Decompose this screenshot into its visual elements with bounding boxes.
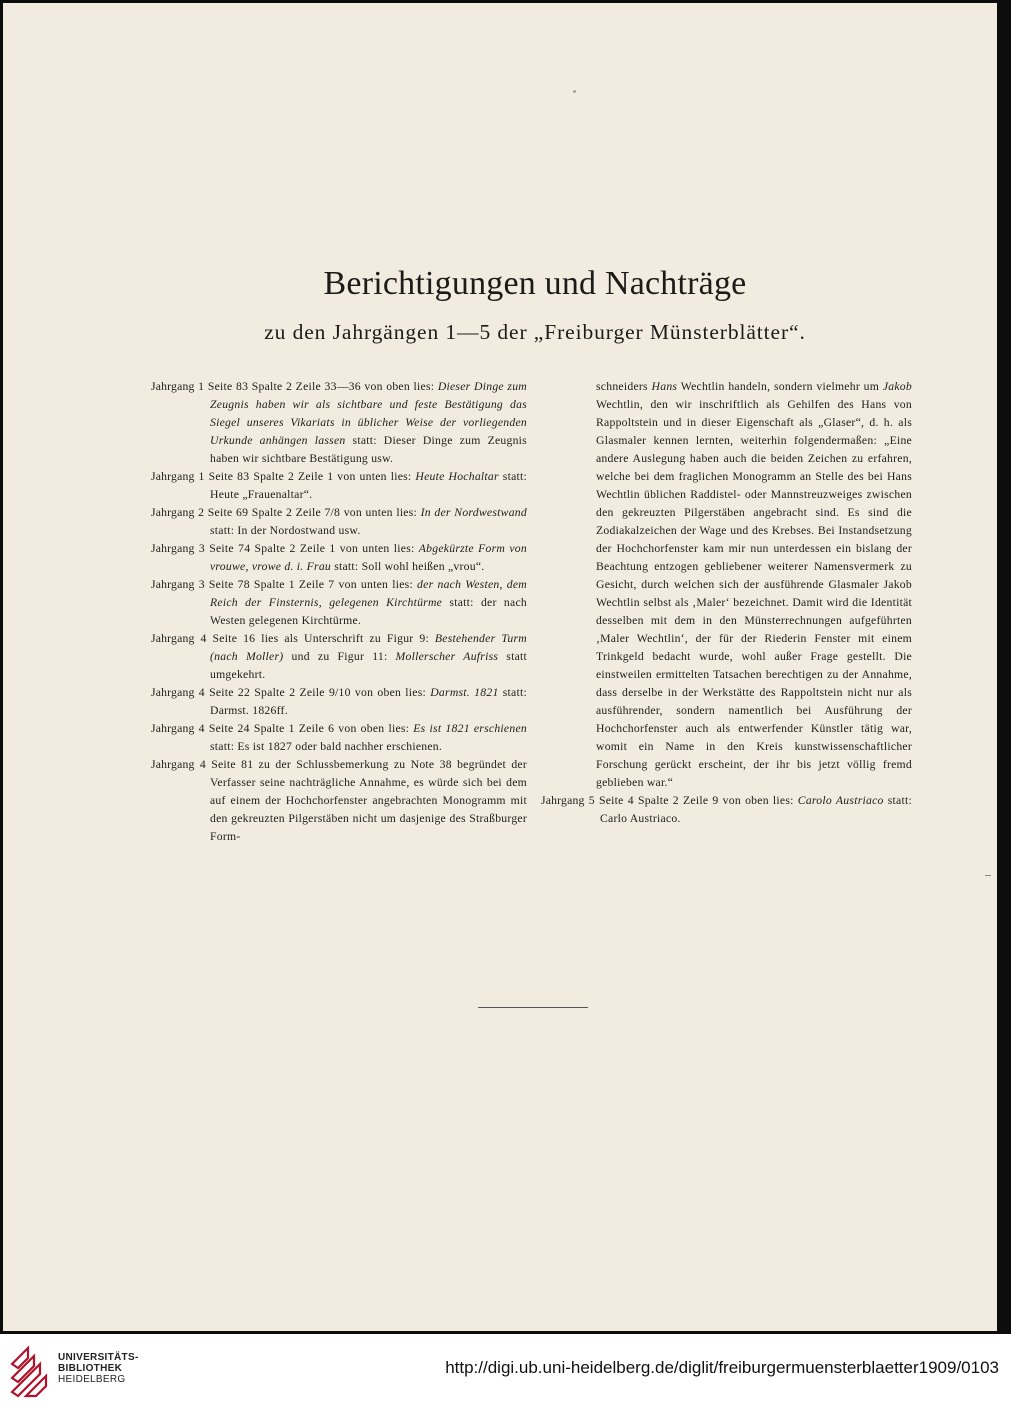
correction-entry: [541, 792, 912, 828]
entry-label: Jahrgang: [151, 542, 195, 555]
correction-entry: [151, 576, 527, 630]
correction-entry: [151, 504, 527, 540]
correction-entry: [151, 378, 527, 468]
entry-text: 4 Seite 22 Spalte 2 Zeile 9/10 von oben lies: Darmst. 1821 statt: Darmst. 1826ff.: [194, 686, 527, 717]
library-name: [58, 1352, 139, 1385]
entry-text: 1 Seite 83 Spalte 2 Zeile 33—36 von oben lies: Dieser Dinge zum Zeugnis haben wir als sichtbare und feste Bestätigung das Siegel unseres Vikariats in üblicher Weise der vorliegenden Urkunde anhängen lassen statt: Dieser Dinge zum Zeugnis haben wir sichtbare Bestätigung usw.: [194, 380, 527, 465]
entry-label: Jahrgang: [151, 758, 195, 771]
permalink-url[interactable]: http://digi.ub.uni-heidelberg.de/diglit/freiburgermuensterblaetter1909/0103: [445, 1358, 999, 1377]
page-subtitle: zu den Jahrgängen 1—5 der „Freiburger Münsterblätter“.: [264, 320, 806, 344]
paper-mark: [985, 875, 991, 876]
library-name-line2: BIBLIOTHEK: [58, 1363, 123, 1374]
corrections-column-left: [151, 378, 527, 846]
entry-text: 4 Seite 81 zu der Schlussbemerkung zu Note 38 begründet der Verfasser seine nachträgliche Annahme, es würde sich bei dem auf einem der Hochchorfenster angebrachten Monogramm mit den gekreuzten Pilgerstäben nicht um dasjenige des Straßburger Form-: [194, 758, 527, 843]
library-name-line1: UNIVERSITÄTS-: [58, 1352, 139, 1363]
library-logo-icon: [8, 1344, 54, 1400]
entry-label: Jahrgang: [151, 686, 195, 699]
entry-label: Jahrgang: [151, 722, 195, 735]
entry-text: 4 Seite 24 Spalte 1 Zeile 6 von oben lies: Es ist 1821 erschienen statt: Es ist 1827 oder bald nachher erschienen.: [194, 722, 527, 753]
correction-entry: [151, 630, 527, 684]
correction-entry: [151, 684, 527, 720]
viewer-footer: [0, 1334, 1011, 1406]
entry-text: 2 Seite 69 Spalte 2 Zeile 7/8 von unten lies: In der Nordwestwand statt: In der Nordostwand usw.: [194, 506, 527, 537]
entry-text: 3 Seite 78 Spalte 1 Zeile 7 von unten lies: der nach Westen, dem Reich der Finsternis, gelegenen Kirchtürme statt: der nach Westen gelegenen Kirchtürme.: [194, 578, 527, 627]
page-title: Berichtigungen und Nachträge: [323, 265, 747, 302]
correction-entry: [151, 720, 527, 756]
library-name-line3: HEIDELBERG: [58, 1374, 126, 1385]
scan-edge: [997, 0, 1011, 1334]
entry-label: Jahrgang: [151, 632, 195, 645]
entry-label: Jahrgang: [151, 380, 195, 393]
correction-entry: [151, 540, 527, 576]
entry-text: 1 Seite 83 Spalte 2 Zeile 1 von unten lies: Heute Hochaltar statt: Heute „Frauenaltar“.: [194, 470, 527, 501]
entry-text: 5 Seite 4 Spalte 2 Zeile 9 von oben lies: Carolo Austriaco statt: Carlo Austriaco.: [584, 794, 912, 825]
correction-entry: [151, 756, 527, 846]
entry-label: Jahrgang: [541, 794, 585, 807]
paper-speck: [573, 90, 576, 93]
entry-label: Jahrgang: [151, 506, 195, 519]
correction-entry: [151, 468, 527, 504]
continuation-paragraph: schneiders Hans Wechtlin handeln, sondern vielmehr um Jakob Wechtlin, den wir inschriftlich als Gehilfen des Hans von Rappoltstein und in dieser Eigenschaft als „Glaser“, d. h. als Glasmaler kennen lernten, weiterhin folgendermaßen: „Eine andere Auslegung haben auch die beiden Zeichen zu erfahren, welche bei dem fraglichen Monogramm an Stelle des bei Hans Wechtlin üblichen Raddistel- oder Mannstreuzweiges zwischen den gekreuzten Pilgerstäben angebracht sind. Es sind die Zodiakalzeichen der Wage und des Krebses. Bei Instandsetzung der Hochchorfenster kam mir nun unterdessen ein bislang der Beachtung entzogen gebliebener weiterer Namensvermerk zu Gesicht, durch welchen sich der ausführende Glasmaler Jakob Wechtlin selbst als ‚Maler‘ bezeichnet. Damit wird die Identität desselben mit dem in den Münsterrechnungen aufgeführten ‚Maler Wechtlin‘, der für der Riederin Fenster mit einem Trinkgeld bedacht wurde, wohl außer Frage gestellt. Die einstweilen ermittelten Tatsachen berechtigen zu der Annahme, dass derselbe in der Werkstätte des Rappoltstein nicht nur als ausführender, sondern namentlich bei Ausführung der Hochchorfenster auch als entwerfender Künstler tätig war, womit ein Name in den Kreis kunstwissenschaftlicher Forschung gerückt erscheint, der ihr bis jetzt völlig fremd geblieben war.“: [596, 380, 912, 789]
closing-rule: [478, 1007, 588, 1008]
corrections-column-right: [541, 378, 912, 828]
entry-label: Jahrgang: [151, 578, 195, 591]
entry-label: Jahrgang: [151, 470, 195, 483]
entry-text: 3 Seite 74 Spalte 2 Zeile 1 von unten lies: Abgekürzte Form von vrouwe, vrowe d. i. Frau statt: Soll wohl heißen „vrou“.: [194, 542, 527, 573]
entry-text: 4 Seite 16 lies als Unterschrift zu Figur 9: Bestehender Turm (nach Moller) und zu Figur 11: Mollerscher Aufriss statt umgekehrt.: [194, 632, 528, 681]
